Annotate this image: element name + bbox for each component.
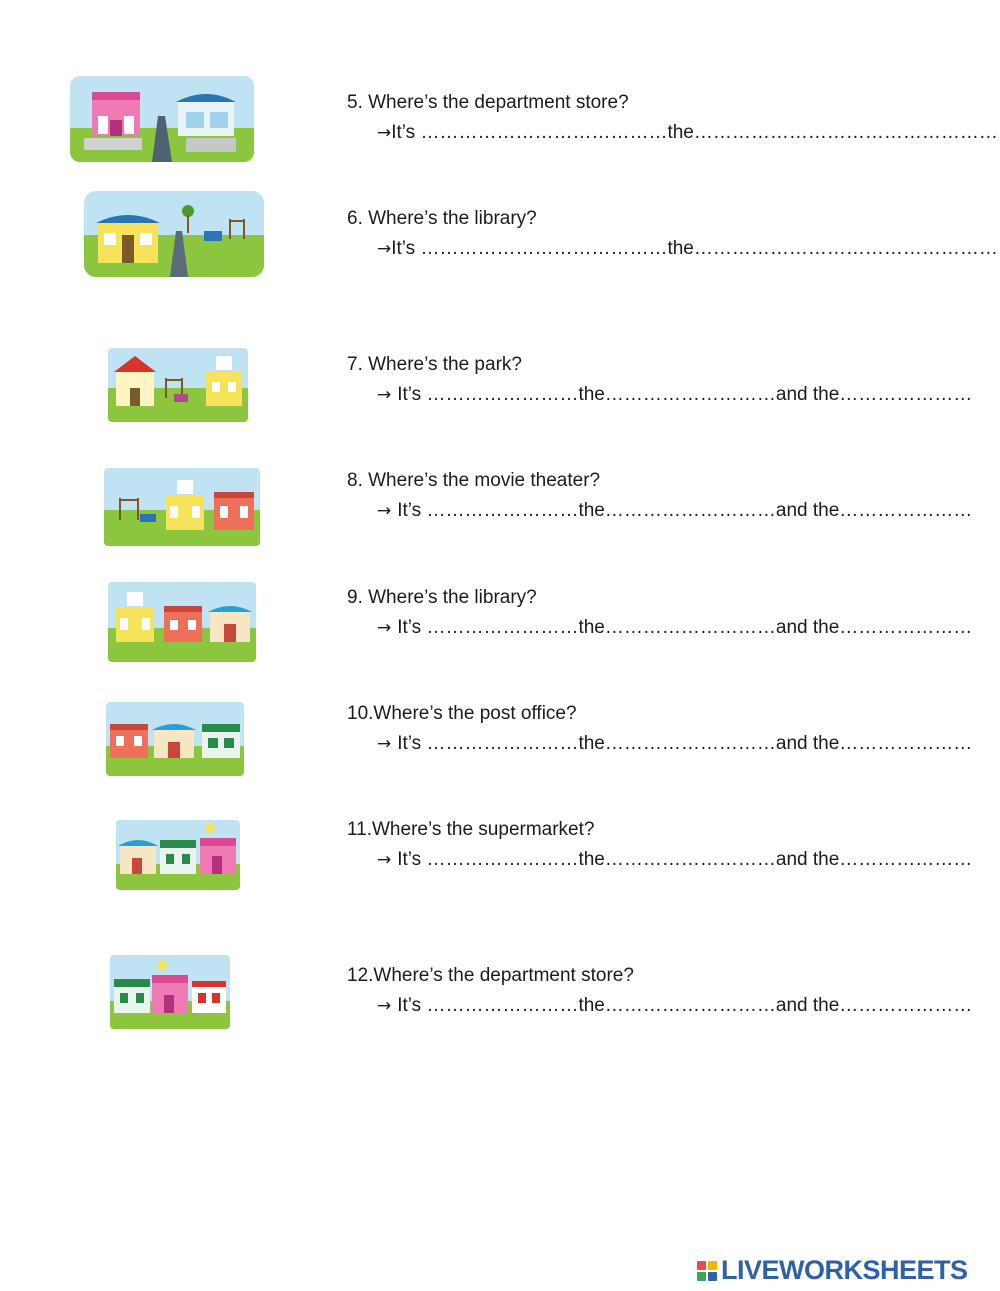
arrow-right-icon: → bbox=[377, 618, 392, 638]
question-text: 12.Where’s the department store? bbox=[347, 965, 634, 986]
answer-blank[interactable]: It’s ……………………the………………………and the………………… bbox=[397, 733, 973, 754]
answer-blank[interactable]: It’s ……………………the………………………and the………………… bbox=[397, 617, 973, 638]
question-7 bbox=[347, 350, 972, 410]
arrow-right-icon: → bbox=[377, 385, 392, 405]
question-text: 7. Where’s the park? bbox=[347, 354, 522, 375]
logo-blocks-icon bbox=[697, 1261, 717, 1281]
question-9 bbox=[347, 583, 972, 643]
arrow-right-icon: → bbox=[377, 850, 392, 870]
answer-line bbox=[347, 991, 972, 1021]
liveworksheets-logo[interactable] bbox=[697, 1255, 968, 1286]
question-5 bbox=[347, 88, 998, 148]
answer-blank[interactable]: It’s ……………………the………………………and the………………… bbox=[397, 384, 973, 405]
scene-library-post-office-supermarket bbox=[106, 702, 244, 776]
arrow-right-icon: → bbox=[377, 996, 392, 1016]
scene-supermarket-department-store-restaurant bbox=[110, 955, 230, 1029]
arrow-right-icon: → bbox=[377, 123, 392, 143]
arrow-right-icon: → bbox=[377, 239, 392, 259]
answer-line bbox=[347, 496, 972, 526]
answer-line bbox=[347, 118, 998, 148]
arrow-right-icon: → bbox=[377, 501, 392, 521]
answer-blank[interactable]: It’s ……………………the………………………and the………………… bbox=[397, 849, 973, 870]
question-text: 8. Where’s the movie theater? bbox=[347, 470, 601, 491]
answer-blank[interactable]: It’s ……………………the………………………and the………………… bbox=[397, 995, 973, 1016]
question-text: 6. Where’s the library? bbox=[347, 208, 537, 229]
scene-post-office-supermarket-department-store bbox=[116, 820, 240, 890]
arrow-right-icon: → bbox=[377, 734, 392, 754]
question-12 bbox=[347, 961, 972, 1021]
answer-line bbox=[347, 234, 998, 264]
question-text: 11.Where’s the supermarket? bbox=[347, 819, 595, 840]
answer-line bbox=[347, 380, 972, 410]
answer-blank[interactable]: It’s …………………………………the………………………………………… bbox=[391, 238, 998, 259]
logo-text: LIVEWORKSHEETS bbox=[721, 1255, 968, 1285]
answer-line bbox=[347, 845, 972, 875]
question-8 bbox=[347, 466, 972, 526]
question-text: 5. Where’s the department store? bbox=[347, 92, 629, 113]
question-text: 10.Where’s the post office? bbox=[347, 703, 577, 724]
question-11 bbox=[347, 815, 972, 875]
answer-blank[interactable]: It’s …………………………………the………………………………………… bbox=[391, 122, 998, 143]
question-6 bbox=[347, 204, 998, 264]
scene-movie-theater-library-post-office bbox=[108, 582, 256, 662]
answer-blank[interactable]: It’s ……………………the………………………and the………………… bbox=[397, 500, 973, 521]
scene-library-road-park bbox=[84, 191, 264, 277]
answer-line bbox=[347, 613, 972, 643]
scene-park-movie-theater-library bbox=[104, 468, 260, 546]
answer-line bbox=[347, 729, 972, 759]
scene-school-park-movie-theater bbox=[108, 348, 248, 422]
question-text: 9. Where’s the library? bbox=[347, 587, 537, 608]
question-10 bbox=[347, 699, 972, 759]
scene-department-store-road-supermarket bbox=[70, 76, 254, 162]
